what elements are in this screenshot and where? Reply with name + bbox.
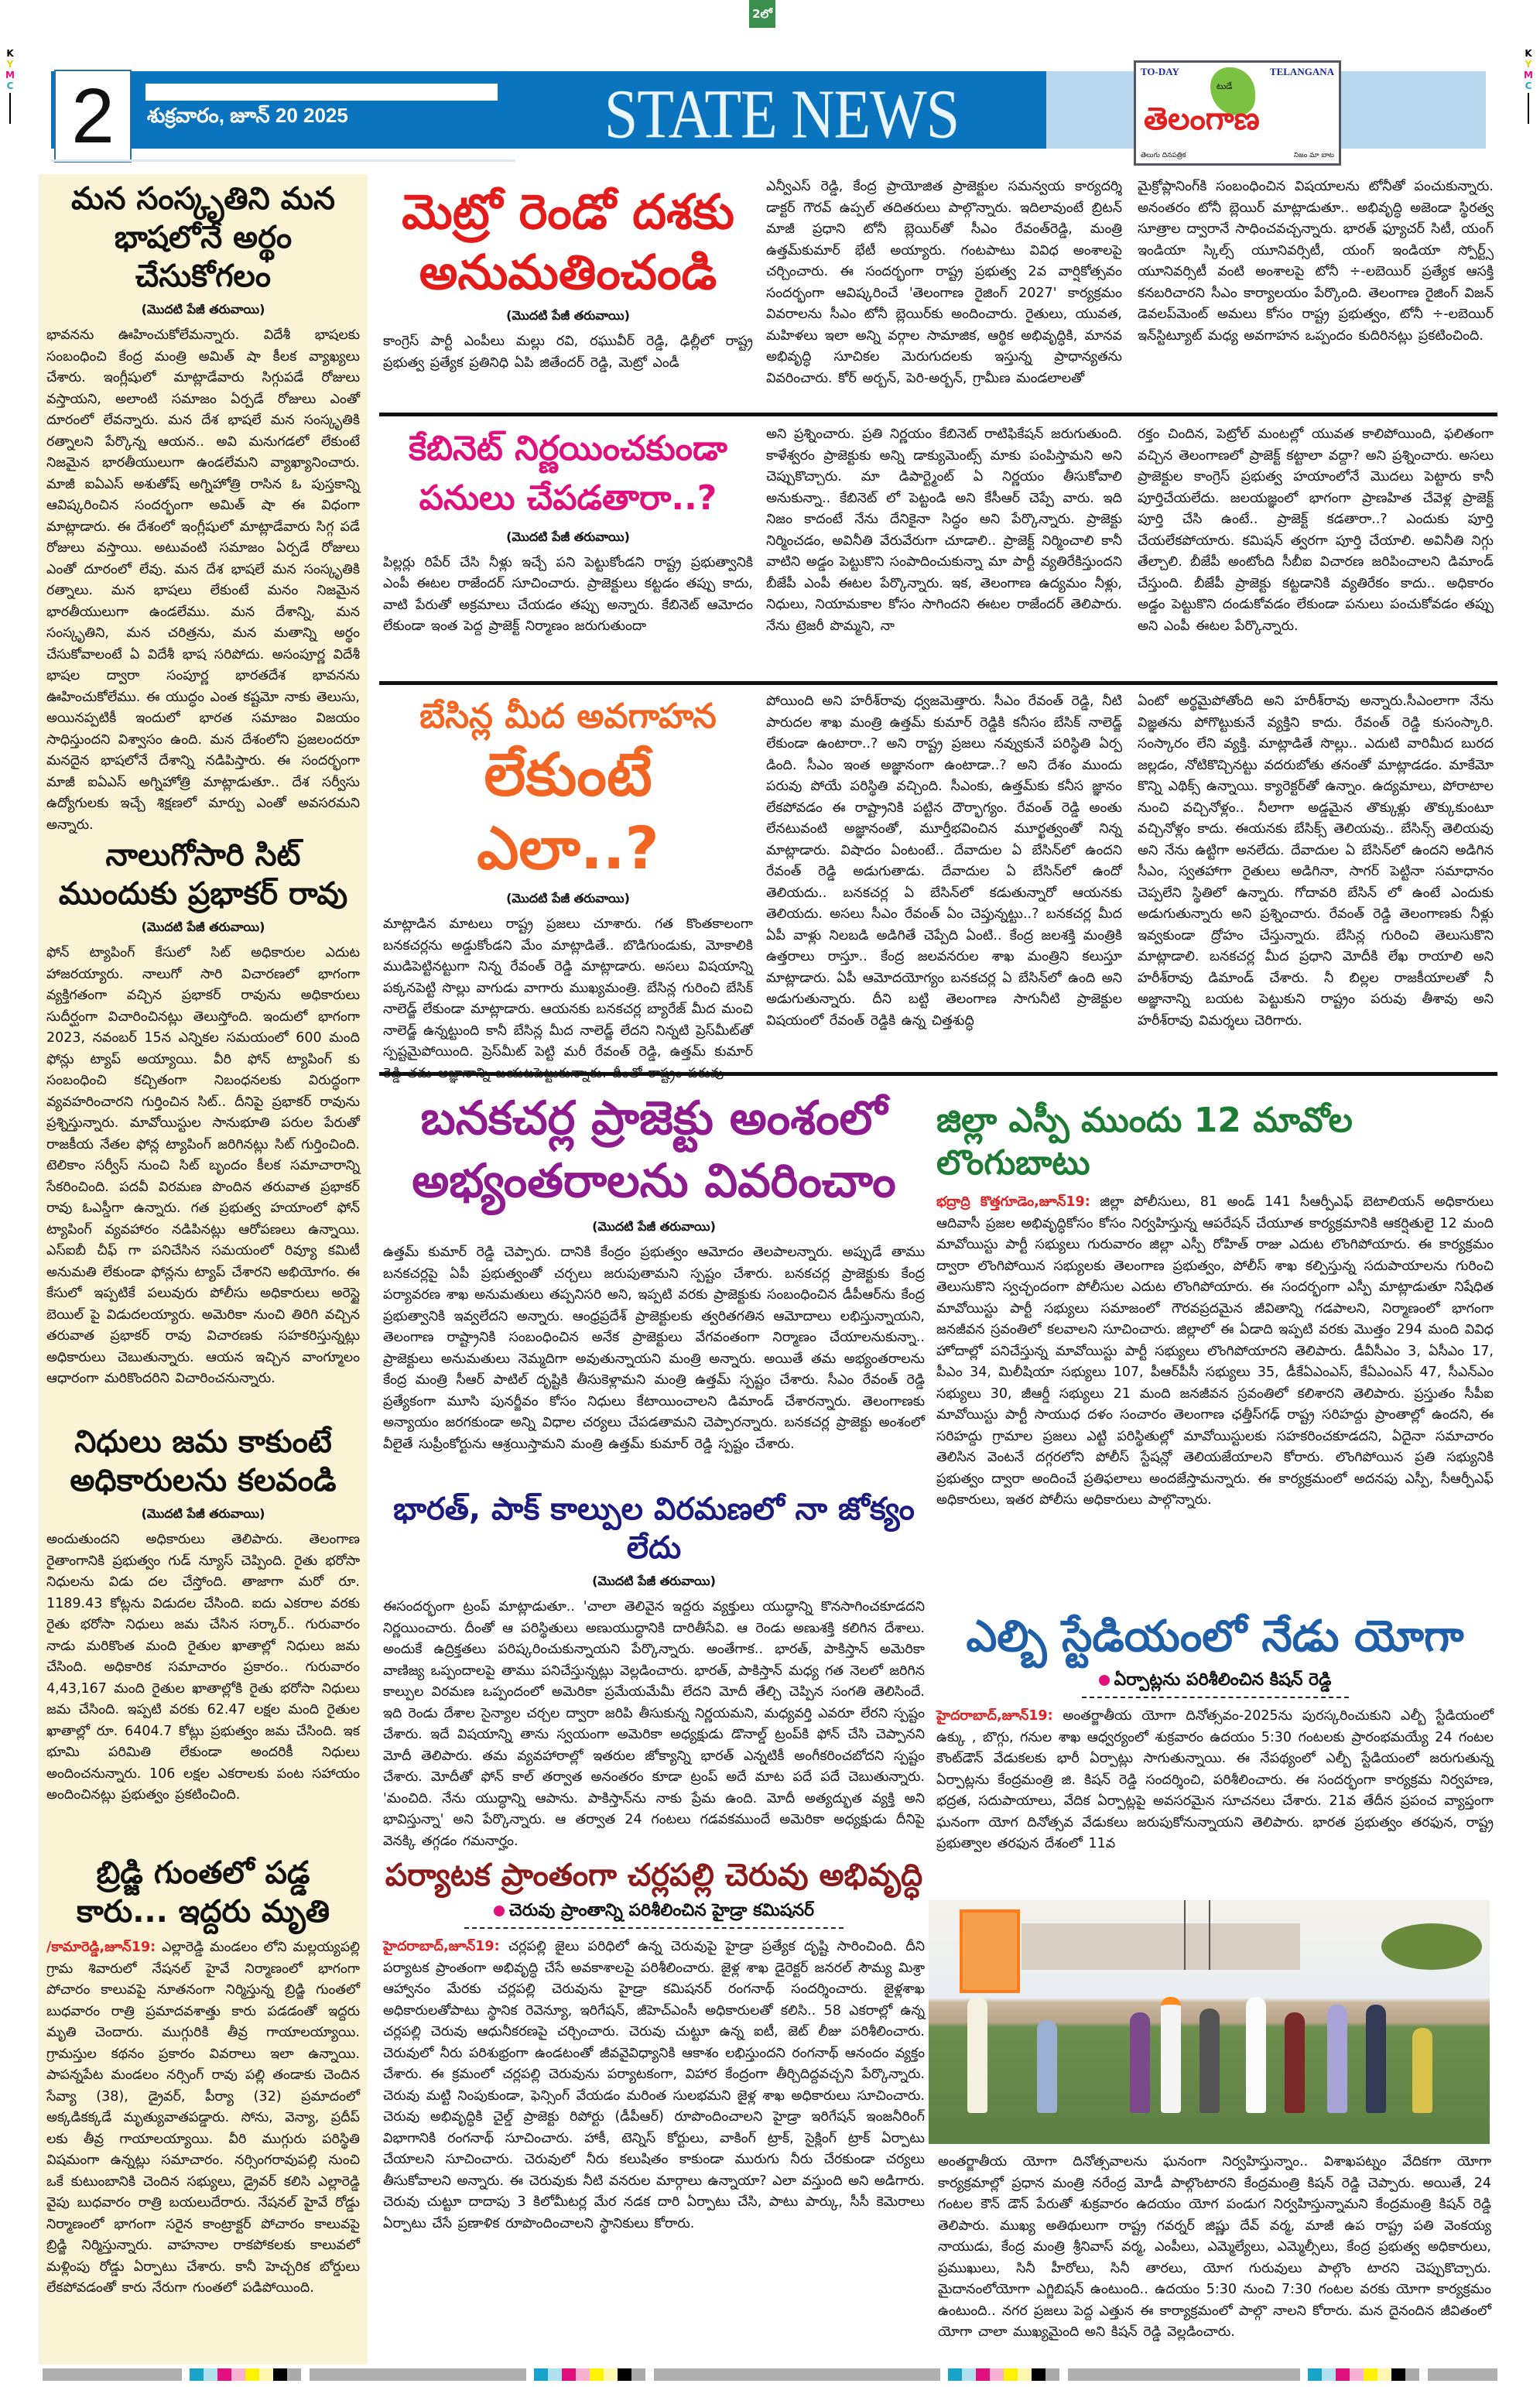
continued-label: (మొదటి పేజీ తరువాయి) xyxy=(592,1219,716,1234)
continued-label: (మొదటి పేజీ తరువాయి) xyxy=(141,302,265,317)
headline-cabinet-decision: కేబినెట్ నిర్ణయించకుండా పనులు చేపడతారా..? xyxy=(409,429,727,518)
subheadline: చెరువు ప్రాంతాన్ని పరిశీలించిన హైడ్రా కమిషనర్ xyxy=(383,1899,925,1923)
article-banakacherla xyxy=(383,1087,925,1484)
date-bar xyxy=(145,84,498,101)
dateline: భద్రాద్రి కొత్తగూడెం,జూన్19: xyxy=(936,1194,1090,1210)
headline-basin-line1: బేసిన్ల మీద అవగాహన xyxy=(419,697,717,736)
headline-culture-language: మన సంస్కృతిని మన భాషలోనే అర్థం చేసుకోగలం xyxy=(71,181,335,294)
continued-label: (మొదటి పేజీ తరువాయి) xyxy=(506,529,630,544)
article-basin xyxy=(383,695,753,1067)
article-bridge-accident xyxy=(46,1854,360,2361)
headline-lb-stadium-yoga: ఎల్బి స్టేడియంలో నేడు యోగా xyxy=(966,1611,1464,1662)
article-body: మాట్లాడిన మాటలు రాష్ట్ర ప్రజలు చూశారు. గత కొంతకాలంగా బనకచర్లను అడ్డుకోండని మేం మాట్లాడితే.. బొడిగుండుకు, మోకాలికి ముడిపెట్టినట్టుగా నిన్న రేవంత్ రెడ్డి మాట్లాడారు. అసలు విషయాన్ని పక్కనపెట్టి సొల్లు వాగుడు వాగారు ముఖ్యమంత్రి. బేసిన్ల గురించి బేసిక్ నాలెడ్జ్ లేకుండా మాట్లాడారు. ఆయనకు బనకచర్ల బ్యారేజ్ మీద మంచి నాలెడ్జ్ ఉన్నట్టుంది కానీ బేసిన్ల మీద నాలెడ్జ్ లేదని నిన్నటి ప్రెస్‌మీట్‌తో స్పష్టమైపోయింది. ప్రెస్‌మీట్ పెట్టి మరీ రేవంత్ రెడ్డి, ఉత్తమ్ కుమార్ xyxy=(383,916,753,1060)
article-body: హైదరాబాద్,జూన్19: చర్లపల్లి జైలు పరిధిలో ఉన్న చెరువుపై హైడ్రా ప్రత్యేక దృష్టి సారించింది. దీని పర్యాటక ప్రాంతంగా అభివృద్ధి చేసే అవకాశాలపై పరిశీలించారు. జైళ్ల శాఖ డైరెక్టర్ జనరల్ సౌమ్య మిశ్రా ఆహ్వానం మేరకు చర్లపల్లి చెరువును హైడ్రా కమిషనర్ రంగనాథ్ సందర్శించారు. జైళ్లశాఖ అధికారులతోపాటు స్థానిక రెవెన్యూ, ఇరిగేషన్, జీహెచ్ఎంసీ అధికారులతో కలిసి.. 58 ఎకరాల్లో ఉన్న చర్లపల్లి చెరువు ఆధునీకరణపై చర్చించారు. చెరువు చుట్టూ ఉన్న ఐటీ, జెట్ లీజు పరిశీలించారు. చెరువులో నీరు పరిశుభ్రంగా ఉండటంతో జీవవైవిధ్యానికి ఆకాశం లభిస్తుందని రంగనాథ్ ఆనందం వ్యక్తం చేశారు. ఈ క్రమంలో చర్లపల్లి చెరువును పర్యాటకంగా, విహార కేంద్రంగా తీర్చిదిద్దవచ్చని పేర్కొన్నారు. చెరువు మట్టి నింపుకుండా, ఫెన్సింగ్ వేయడం మరింత సులభమని జైళ్ల శాఖ అధికారులు సూచించారు. చెరువు అభివృద్ధికి చైల్డ్ ప్రాజెక్టు రిపోర్టు (డీపీఆర్) రూపొందించాలని హైడ్రా ఇరిగేషన్ ఇంజనీరింగ్ విభాగానికి రంగనాథ్ సూచించారు. హాకీ, టెన్నిస్ కోర్టులు, వాకింగ్ ట్రాక్, సైక్లింగ్ ట్రాక్ ఏర్పాటు చేయాలని సూచించారు. చెరువులో నీరు కలుషితం కాకుండా మురుగు నీరు చేరకుండా చర్యలు తీసుకోవాలని అన్నారు. ఈ చెరువుకు నీటి వనరుల మార్గాలు ఉన్నాయా? ఎలా వస్తుంది అని అడిగారు. చెరువు చుట్టూ దాదాపు 3 కిలోమీటర్ల మేర నడక దారి ఏర్పాటు చేసి, పాటు పార్కు, సీసీ కెమెరాలు ఏర్పాటు చేసే ప్రణాళిక రూపొందించాలని స్థానికులు కోరారు. xyxy=(383,1939,925,2231)
header-underline xyxy=(51,159,515,162)
article-body: హైదరాబాద్,జూన్19: అంతర్జాతీయ యోగా దినోత్సవం-2025ను పురస్కరించుకుని ఎల్బీ స్టేడియంలో ఉక్కు , బొగ్గు, గనుల శాఖ ఆధ్వర్యంలో శుక్రవారం ఉదయం 5:30 గంటలకు ప్రారంభమయ్యే 24 గంటల కౌంట్‌డౌన్ వేడుకలకు భారీ ఏర్పాట్లు సాగుతున్నాయి. ఈ నేపథ్యంలో ఎల్బీ స్టేడియంలో జరుగుతున్న ఏర్పాట్లను కేంద్రమంత్రి జి. కిషన్ రెడ్డి సందర్శించి, పరిశీలించారు. ఈ సందర్భంగా కార్యక్రమ నిర్వహణ, భద్రత, సదుపాయాలు, వేదిక ఏర్పాట్లపై అవసరమైన సూచనలు చేశారు. 21వ తేదీన ప్రపంచ వ్యాప్తంగా ఘనంగా యోగ దినోత్సవ వేడుకలు జరుపుకోనున్నాయని తెలిపారు. భారత ప్రభుత్వం తరఫున, రాష్ట్ర ప్రభుత్వాల తరఫున దేశంలో 11వ xyxy=(936,1708,1494,1851)
continued-label: (మొదటి పేజీ తరువాయి) xyxy=(141,1506,265,1521)
subheadline: ఏర్పాట్లను పరిశీలించిన కిషన్ రెడ్డి xyxy=(936,1669,1494,1692)
article-body: /కామారెడ్డి,జూన్19: ఎల్లారెడ్డి మండలం లోని మల్లయ్యపల్లి గ్రామ శివారులో నేషనల్ హైవే నిర్మాణంలో భాగంగా పోచారం కాలువపై నూతనంగా నిర్మిస్తున్న బ్రిడ్జి గుంతలో బుధవారం రాత్రి ప్రమాదవశాత్తు కారు పడడంతో ఇద్దరు మృతి చెందారు. ముగ్గురికి తీవ్ర గాయాలయ్యాయి. గ్రామస్తుల కథనం ప్రకారం వివరాలు ఇలా ఉన్నాయి. పాపన్నపేట మండలం నర్సింగ్ రావు పల్లి తండాకు చెందిన సేవ్యా (38), డ్రైవర్, పీర్యా (32) ప్రమాదంలో అక్కడికక్కడే మృత్యువాతపడ్డారు. సోను, వెన్యా, ప్రదీప్ లకు తీవ్ర గాయాలయ్యాయి. వీరి ముగ్గురు పరిస్థితి విషమంగా ఉన్నట్లు సమాచారం. నర్సింగరావుపల్లి నుంచి ఒకే కుటుంబానికి చెందిన సభ్యులు, డ్రైవర్ కలిసి ఎల్లారెడ్డి వైపు బుధవారం రాత్రి బయలుదేరారు. నేషనల్ హైవే రోడ్డు నిర్మాణంలో భాగంగా సరైన కాంట్రాక్టర్ పోచారం కాలువపై బ్రిడ్జి నిర్మిస్తున్నారు. వాహనాల రాకపోకలకు కాలువలో మళ్లింపు రోడ్డు ఏర్పాటు చేశారు. కానీ హెచ్చరిక బోర్డులు లేకపోవడంతో కారు నేరుగా గుంతలో పడిపోయింది. xyxy=(46,1940,360,2296)
cmyk-registration-mark-right: K Y M C xyxy=(1523,48,1534,124)
headline-bridge-accident: బ్రిడ్జి గుంతలో పడ్డ కారు... ఇద్దరు మృతి xyxy=(76,1855,330,1930)
article-body: పిల్లర్లు రిపేర్ చేసి నీళ్లు ఇచ్చే పని పెట్టుకోండని రాష్ట్ర ప్రభుత్వానికి ఎంపీ ఈటల రాజేందర్ సూచించారు. ప్రాజెక్టులు కట్టడం తప్పు కాదు, వాటి పేరుతో అక్రమాలు చేయడం తప్పు అన్నారు. కేబినెట్ ఆమోదం లేకుండా ఇంత పెద్ద ప్రాజెక్ట్ నిర్మాణం జరుగుతుందా xyxy=(383,554,753,635)
article-body: భద్రాద్రి కొత్తగూడెం,జూన్19: జిల్లా పోలీసులు, 81 అండ్ 141 సీఆర్పీఎఫ్ బెటాలియన్ అధికారులు ఆదివాసీ ప్రజల అభివృద్ధికోసం కోసం నిర్వహిస్తున్న ఆపరేషన్ చేయూత కార్యక్రమానికి ఆకర్షితులై 12 మంది మావోయిస్టు పార్టీ సభ్యులు గురువారం జిల్లా ఎస్పీ రోహిత్ రాజు ఎదుట లొంగిపోయారు. ఈ కార్యక్రమం ద్వారా లొంగిపోయిన సభ్యులకు తెలంగాణ ప్రభుత్వం, పోలీస్ శాఖ కల్పిస్తున్న సదుపాయాలను గురించి తెలుసుకొని స్వచ్ఛందంగా పోలీసుల ఎదుట లొంగిపోయారు. ఈ సందర్భంగా ఎస్పీ మాట్లాడుతూ నిషేధిత మావోయిస్టు పార్టీ సభ్యులు సమాజంలో గౌరవప్రదమైన జీవితాన్ని గడపాలని, నిర్మాణంలో భాగంగా జనజీవన స్రవంతిలో కలవాలని సూచించారు. జిల్లాలో ఈ ఏడాది ఇప్పటి వరకు మొత్తం 294 మంది వివిధ హోదాల్లో పనిచేస్తున్న మావోయిస్టు పార్టీ సభ్యులు లొంగిపోయారని తెలిపారు. డీవీసీఎం 3, ఏసీఎం 17, పీఎం 34, మిలీషియా సభ్యులు 107, పీఆర్‌పీసీ సభ్యులు 35, డీకేఏఎంఎస్, కేఏఎంఎస్ 47, సీఎన్ఎం సభ్యులు 30, జీఆర్డీ సభ్యులు 21 మంది జనజీవన స్రవంతిలో కలిశారని తెలిపారు. ప్రస్తుతం సీపీఐ మావోయిస్టు పార్టీ సాయుధ దళం సంచారం తెలంగాణ ఛత్తీస్‌గఢ్ రాష్ట్ర సరిహద్దు ప్రాంతాల్లో ఉందని, ఈ సరిహద్దు గ్రామాల ప్రజలు ఎట్టి పరిస్థితుల్లో మావోయిస్టులకు సహకరించకూడదని, ఏదైనా సమాచారం తెలిసిన వెంటనే దగ్గరలోని పోలీస్ స్టేషన్లో తెలియజేయాలని కోరారు. లొంగిపోయిన ప్రతి సభ్యునికి ప్రభుత్వం ద్వారా అందించే ప్రతిఫలాలు అందజేస్తామన్నారు. ఈ కార్యక్రమంలో అదనపు ఎస్పీ, సీఆర్పీఎఫ్ అధికారులు, ఇతర పోలీసు అధికారులు పాల్గొన్నారు. xyxy=(936,1194,1494,1508)
article-body: ఫోన్ ట్యాపింగ్ కేసులో సిట్ అధికారుల ఎదుట హాజరయ్యారు. నాలుగో సారి విచారణలో భాగంగా వ్యక్తిగతంగా వచ్చిన ప్రభాకర్ రావును అధికారులు సుదీర్ఘంగా విచారించినట్లు తెలుస్తోంది. ఇందులో భాగంగా 2023, నవంబర్ 15న ఎన్నికల సమయంలో 600 మంది ఫోన్లు ట్యాప్ అయ్యాయి. వీరి ఫోన్ ట్యాపింగ్ కు సంబంధించి కచ్చితంగా నిబంధనలకు విరుద్ధంగా వ్యవహరించారని గుర్తించిన సిట్.. దీనిపై ప్రభాకర్ రావును ప్రశ్నిస్తున్నారు. మావోయిస్టుల సానుభూతి పరుల పేరుతో రాజకీయ నేతల ఫోన్ల ట్యాపింగ్ జరిగినట్లు సిట్ గుర్తించింది. టెలికాం సర్వీస్ నుంచి సిట్ బృందం కీలక సమాచారాన్ని సేకరించింది. పదవీ విరమణ పొందిన తరువాత ప్రభాకర్ రావు ఓఎస్డీగా ఉన్నారు. గత ప్రభుత్వ హయాంలో ఫోన్ ట్యాపింగ్ వ్యవహారం నడిపినట్లు ఆరోపణలు ఉన్నాయి. ఎస్ఐబీ చీఫ్ గా పనిచేసిన సమయంలో రివ్యూ కమిటీ అనుమతి లేకుండా ఫోన్లను ట్యాప్ చేశారని అభియోగం. ఈ కేసులో ఇప్పటికే పలువురు పోలీసు అధికారులు అరెస్టై బెయిల్ పై విడుదలయ్యారు. అమెరికా నుంచి తిరిగి వచ్చిన తరువాత ప్రభాకర్ రావు విచారణకు సహకరిస్తున్నట్లు అధికారులు చెబుతున్నారు. ఆయన ఇచ్చిన వాంగ్మూలం ఆధారంగా మరికొందరిని విచారించనున్నారు. xyxy=(46,945,360,1386)
article-metro xyxy=(383,182,753,408)
print-color-bar xyxy=(43,2368,1497,2381)
article-body-col2: ఎన్వీఎస్ రెడ్డి, కేంద్ర ప్రాయోజిత ప్రాజెక్టుల సమన్వయ కార్యదర్శి డాక్టర్ గౌరవ్ ఉప్పల్ తదితరులు పాల్గొన్నారు. ఇదిలావుంటే బ్రిటన్ మాజీ ప్రధాని టోనీ బ్లెయిర్‌తో సీఎం రేవంత్‌రెడ్డి, మంత్రి ఉత్తమ్‌కుమార్ భేటీ అయ్యారు. గంటపాటు వివిధ అంశాలపై చర్చించారు. ఈ సందర్భంగా రాష్ట్ర ప్రభుత్వ 2వ వార్షికోత్సవం సందర్భంగా ఆవిష్కరించే 'తెలంగాణ రైజింగ్ 2027' కార్యక్రమం వివరాలను సీఎం టోనీ బ్లెయిర్‌కు అందించారు. రైతులు, యువత, మహిళలు ఇలా అన్ని వర్గాల సామాజిక, ఆర్థిక అభివృద్ధికి, మానవ అభివృద్ధి సూచికల మెరుగుదలకు ఇస్తున్న ప్రాధాన్యతను వివరించారు. కోర్ అర్బన్, పెరి-అర్బన్, గ్రామీణ మండలాలతో xyxy=(766,179,1122,386)
headline-ceasefire: భారత్, పాక్ కాల్పుల విరమణలో నా జోక్యం లేదు xyxy=(393,1491,915,1566)
section-title: STATE NEWS xyxy=(604,75,960,153)
article-ceasefire xyxy=(383,1490,925,1850)
headline-metro-phase-two: మెట్రో రెండో దశకు అనుమతించండి xyxy=(402,183,734,300)
yoga-venue-photo xyxy=(929,1900,1490,2144)
headline-funds-deposit: నిధులు జమ కాకుంటే అధికారులను కలవండి xyxy=(70,1424,337,1498)
section-divider xyxy=(379,413,1497,416)
headline-banakacherla: బనకచర్ల ప్రాజెక్టు అంశంలో అభ్యంతరాలను వివరించాం xyxy=(412,1091,896,1208)
article-body-col3: రక్తం చిందిన, పెట్రోల్ మంటల్లో యువత కాలిపోయింది, ఫలితంగా వచ్చిన తెలంగాణలో ప్రాజెక్ట్ కట్టాలా వద్దా? అని ప్రశ్నించారు. అసలు ప్రాజెక్టుల కాంగ్రెస్ ప్రభుత్వ హయాంలోనే మొదలు పెట్టారు కానీ పూర్తిచేయలేదు. జలయజ్ఞంలో భాగంగా ప్రాణహిత చేవెళ్ల ప్రాజెక్ట్ పూర్తి చేసి ఉంటే.. ప్రాజెక్ట్ కడతారా..? ఎందుకు పూర్తి చేయలేకపోయారు. కమిషన్ త్వరగా పూర్తి చేయాలి. అవినీతి నిగ్గు తేల్చాలి. బీజేపీ అంటోంది సీబీఐ విచారణ జరిపించాలని డిమాండ్ చేస్తుంది. బీజేపీ ప్రాజెక్టు కట్టడానికి వ్యతిరేకం కాదు.. అధికారం అడ్డం పెట్టుకొని దండుకోవడం లేకుండా పనులు పంచుకోవడం తప్పు అని ఎంపీ ఈటల పేర్కొన్నారు. xyxy=(1138,426,1494,634)
article-body-col3: ఏంటో అర్థమైపోతోంది అని హరీశ్‌రావు అన్నారు.సీఎంలాగా నేను విజ్ఞతను పోగొట్టుకునే వ్యక్తిని కాదు. రేవంత్ రెడ్డి కుసంస్కారి. సంస్కారం లేని వ్యక్తి. మాట్లాడితే సొల్లు.. ఎదుటి వారిమీద బురద జల్లడం, నోటికొచ్చినట్టు వదరుబోతు తనంతో మాట్లాడడం. మాకేమో కొన్ని ఎథిక్స్ ఉన్నాయి. క్యారెక్టర్‌తో ఉన్నాం. ఉద్యమాలు, పోరాటాల నుంచి వచ్చినోళ్లం.. నీలాగా అడ్డమైన తొక్కుళ్లు తొక్కుకుంటూ వచ్చినోళ్లం కాదు. ఈయనకు బేసిక్స్ తెలియవు.. బేసిన్స్ తెలియవు అని నేను ఉట్టిగా అనలేదు. దేవాదుల ఏ బేసిన్‌లో ఉందని అడిగిన సీఎం, స్వతహాగా రైతులు అడిగినా, సాగర్ పెట్టినా సమాధానం చెప్పలేని స్థితిలో ఉన్నారు. గోదావరి బేసిన్ లో ఉంటే ఎందుకు అడుగుతున్నారు అని ప్రశ్నించారు. రేవంత్ రెడ్డి తెలంగాణకు నీళ్లు ఇవ్వకుండా ద్రోహం చేస్తున్నారు. బేసిన్ల గురించి తెలుసుకొని మాట్లాడాలి. బనకచర్ల మీద ప్రధాని మోదీకి లేఖ రాయాలి అని హరీశ్‌రావు డిమాండ్ చేశారు. నీ బిల్లల రాజకీయాలతో నీ అజ్ఞానాన్ని బయట పెట్టుకుని రాష్ట్రం పరువు తీశావు అని హరీశ్‌రావు విమర్శలు చెరిగారు. xyxy=(1138,693,1494,1029)
article-body-col3: మైక్రోప్లానింగ్‌కి సంబంధించిన విషయాలను టోనీతో పంచుకున్నారు. అనంతరం టోనీ బ్లెయిర్ మాట్లాడుతూ.. అభివృద్ధి అజెండా స్థిరత్వ సూత్రాల ద్వారానే సాధించవచ్చన్నారు. భారత్ ఫ్యూచర్ సిటీ, యంగ్ ఇండియా స్కిల్స్ యూనివర్సిటీ, యంగ్ ఇండియా స్పోర్ట్స్ యూనివర్సిటీ వంటి అంశాలపై టోనీ ÷-లబెయిర్ ప్రత్యేక ఆసక్తి కనబరిచారని సీఎం కార్యాలయం పేర్కొంది. తెలంగాణ రైజింగ్ విజన్ డెవలప్‌మెంట్ అమలు కోసం రాష్ట్ర ప్రభుత్వం, టోనీ ÷-లబెయిర్ ఇన్‌స్టిట్యూట్ మధ్య అవగాహన ఒప్పందం కుదిరినట్లు ప్రకటించింది. xyxy=(1138,179,1494,344)
continued-label: (మొదటి పేజీ తరువాయి) xyxy=(506,891,630,906)
article-body: ఈసందర్భంగా ట్రంప్ మాట్లాడుతూ.. 'చాలా తెలివైన ఇద్దరు వ్యక్తులు యుద్ధాన్ని కొనసాగించకూడదని నిర్ణయించారు. దీంతో ఆ పరిస్థితులు అణుయుద్ధానికి దారితీసేవి. ఆ రెండు అణుశక్తి కలిగిన దేశాలు. అందుకే ఉద్రిక్తతలు పరిష్కరించుకున్నాయని పేర్కొన్నారు. అంతేగాక.. భారత్, పాకిస్తాన్ అమెరికా వాణిజ్య ఒప్పందాలపై తాము పనిచేస్తున్నట్లు వెల్లడించారు. భారత్, పాకిస్తాన్ మధ్య గత నెలలో జరిగిన కాల్పుల విరమణ ఒప్పందంలో అమెరికా ప్రమేయమేమీ లేదని మోదీ తేల్చి చెప్పిన సంగతి తెలిసిందే. ఇది రెండు దేశాల సైన్యాల చర్చల ద్వారా జరిపి తీసుకున్న నిర్ణయమని, మధ్యవర్తి ఎవరూ లేరని స్పష్టం చేశారు. ఇదే విషయాన్ని తాను స్వయంగా అమెరికా అధ్యక్షుడు డొనాల్డ్ ట్రంప్‌కి ఫోన్ చేసి చెప్పానని మోదీ తెలిపారు. తమ వ్యవహారాల్లో ఇతరుల జోక్యాన్ని భారత్ ఎన్నటికీ అంగీకరించబోదని స్పష్టం చేశారు. మోదీతో ఫోన్ కాల్ తర్వాత అనంతరం కూడా ట్రంప్ అదే మాట పదే పదే చెబుతున్నారు. 'మంచిది. నేను యుద్ధాన్ని ఆపాను. పాకిస్తాన్‌ను నాకు ప్రేమ ఉంది. మోదీ అత్యద్భుత వ్యక్తి అని భావిస్తున్నా' అని పేర్కొన్నారు. ఆ తర్వాత 24 గంటలు గడవకముందే అమెరికా అధ్యక్షుడు దీనిపై వెనక్కి తగ్గడం గమనార్హం. xyxy=(383,1599,925,1849)
dateline: /కామారెడ్డి,జూన్19: xyxy=(46,1940,156,1955)
page-badge: 2లో xyxy=(749,0,775,28)
article-maoists-surrender xyxy=(936,1099,1494,1602)
article-body-col2: పోయింది అని హరీశ్‌రావు ధ్వజమెత్తారు. సీఎం రేవంత్ రెడ్డి, నీటి పారుదల శాఖ మంత్రి ఉత్తమ్ కుమార్ రెడ్డికి కనీసం బేసిక్ నాలెడ్జ్ లేకుండా ఉంటారా..? అని రాష్ట్ర ప్రజలు నవ్వుకునే పరిస్థితి ఏర్ప డింది. సీఎం ఇంత అజ్ఞానంగా ఉంటాడా..? అని దేశం ముందు పరువు పోయే పరిస్థితి వచ్చింది. సీఎంకు, ఉత్తమ్‌కు కనీస జ్ఞానం లేకపోవడం ఈ రాష్ట్రానికి పట్టిన దౌర్భాగ్యం. రేవంత్ రెడ్డి అంతు లేనటువంటి అజ్ఞానంతో, మూర్తీభవించిన మూర్ఖత్వంతో నిన్న మాట్లాడారు. విషాదం ఏంటంటే.. దేవాదుల ఏ బేసిన్‌లో ఉందని రేవంత్ రెడ్డి అడుగుతాడు. దేవాదుల ఏ బేసిన్‌లో ఉందో తెలియదు.. బనకచర్ల ఏ బేసిన్‌లో కడుతున్నారో ఆయనకు తెలియదు. అసలు సీఎం రేవంత్ ఏం చెప్తున్నట్టు..? బనకచర్ల మీద ఏపీ వాళ్లు నిలబడి అడిగితే చెప్పేది ఏంటి.. కేంద్ర జలశక్తి మంత్రికి ఉత్తరాలు రాస్తూ.. కేంద్ర జలవనరుల శాఖ మంత్రిని కలుస్తూ మాట్లాడారు. ఏపీ ఆమోదయోగ్యం బనకచర్ల ఏ బేసిన్‌లో ఉంది అని అడుగుతున్నారు. దీని బట్టి తెలంగాణ సాగునీటి ప్రాజెక్టుల విషయంలో రేవంత్ రెడ్డికి ఉన్న చిత్తశుద్ధి xyxy=(766,693,1122,1029)
article-body: ఉత్తమ్ కుమార్ రెడ్డి చెప్పారు. దానికి కేంద్రం ప్రభుత్వం ఆమోదం తెలపాలన్నారు. అప్పుడే తాము బనకచర్లపై ఏపీ ప్రభుత్వంతో చర్చలు జరుపుతామని స్పష్టం చేశారు. బనకచర్ల ప్రాజెక్టుకు కేంద్ర పర్యావరణ శాఖ అనుమతులు తప్పనిసరి అని, ఇప్పటి వరకు ప్రాజెక్టుకు సంబంధించిన డీపీఆర్‌ను కేంద్ర ప్రభుత్వానికి ఇవ్వలేదని అన్నారు. ఆంధ్రప్రదేశ్ ప్రాజెక్టులకు త్వరితగతిన ఆమోదాలు లభిస్తున్నాయని, తెలంగాణ రాష్ట్రానికి సంబంధించిన అనేక ప్రాజెక్టులు వేగవంతంగా నిర్మాణం చేయాలనుకున్నా.. ప్రాజెక్టులు అనుమతులు నెమ్మదిగా అవుతున్నాయని మంత్రి అన్నారు. అయితే తమ అభ్యంతరాలను కేంద్ర మంత్రి సీఆర్ పాటిల్ దృష్టికి తీసుకెళ్లామని మంత్రి ఉత్తమ్ స్పష్టం చేశారు. సీఎం రేవంత్ రెడ్డి ప్రత్యేకంగా మూసి పునర్జీవం కోసం నిధులు కేటాయించాలని డిమాండ్ చేశారన్నారు. తెలంగాణకు అన్యాయం జరగకుండా అన్ని విధాల చర్యలు చేపడతామని చెప్పారన్నారు. బనకచర్ల ప్రాజెక్టు అంశంలో వీలైతే సుప్రీంకోర్టును ఆశ్రయిస్తామని మంత్రి ఉత్తమ్ కుమార్ రెడ్డి స్పష్టం చేశారు. xyxy=(383,1245,925,1452)
article-prabhakar-rao xyxy=(46,836,360,1413)
continued-label: (మొదటి పేజీ తరువాయి) xyxy=(506,308,630,323)
section-divider xyxy=(379,681,1497,685)
headline-charlapalli-lake: పర్యాటక ప్రాంతంగా చర్లపల్లి చెరువు అభివృద్ధి xyxy=(385,1858,923,1893)
bullet-icon xyxy=(494,1906,505,1916)
newspaper-logo: TO-DAY TELANGANA టుడే తెలంగాణ తెలుగు దినపత్రిక నిజం మా బాట xyxy=(1134,60,1341,166)
article-charlapalli-lake xyxy=(383,1856,925,2361)
continued-label: (మొదటి పేజీ తరువాయి) xyxy=(592,1574,716,1588)
section-divider xyxy=(379,1072,1497,1076)
cmyk-registration-mark-left: K Y M C xyxy=(5,48,15,124)
article-body: అంతర్జాతీయ యోగా దినోత్సవాలను ఘనంగా నిర్వహిస్తున్నాం.. విశాఖపట్నం వేదికగా యోగా కార్యక్రమాల్లో ప్రధాన మంత్రి నరేంద్ర మోడీ పాల్గొంటారని కేంద్రమంత్రి కిషన్ రెడ్డి చెప్పారు. అయితే, 24 గంటల కౌన్ డౌన్ పేరుతో శుక్రవారం ఉదయం యోగ పండుగ నిర్వహిస్తున్నామని కేంద్రమంత్రి కిషన్ రెడ్డి తెలిపారు. ముఖ్య అతిథులుగా రాష్ట్ర గవర్నర్ జిష్ణు దేవ్ వర్మ, మాజీ ఉప రాష్ట్ర పతి వెంకయ్య నాయుడు, కేంద్ర మంత్రి శ్రీనివాస్ వర్మ, ఎంపీలు, ఎమ్మెల్యేలు, ఎమ్మెల్సీలు, కేంద్ర ప్రభుత్వ అధికారులు, ప్రముఖులు, సినీ హీరోలు, సినీ తారలు, యోగ గురువులు పాల్గొం టారని చెప్పుకొచ్చారు. మైదానంలోయోగా ఎగ్జిబిషన్ ఉంటుంది.. ఉదయం 5:30 నుంచి 7:30 గంటల వరకు యోగా కార్యక్రమం ఉంటుంది.. నగర ప్రజలు పెద్ద ఎత్తున ఈ కార్యాక్రమంలో పాల్గొ నాలని కోరారు. మన దైనందిన జీవితంలో యోగా చాలా ముఖ్యమైంది అని కిషన్ రెడ్డి వెల్లడించారు. xyxy=(938,2154,1491,2340)
article-lb-stadium-yoga xyxy=(936,1610,1494,1892)
article-culture-language xyxy=(46,180,360,833)
article-body: కాంగ్రెస్ పార్టీ ఎంపీలు మల్లు రవి, రఘువీర్ రెడ్డి, ఢిల్లీలో రాష్ట్ర ప్రభుత్వ ప్రత్యేక ప్రతినిధి ఏపి జితేందర్ రెడ్డి, మెట్రో ఎండీ xyxy=(383,334,753,371)
continued-label: (మొదటి పేజీ తరువాయి) xyxy=(141,920,265,934)
page-number: 2 xyxy=(54,70,132,163)
headline-basin-line2: లేకుంటే ఎలా..? xyxy=(477,740,659,882)
article-body: భావనను ఊహించుకోలేమన్నారు. విదేశీ భాషలకు సంబంధించి కేంద్ర మంత్రి అమిత్ షా కీలక వ్యాఖ్యలు చేశారు. ఇంగ్లీషులో మాట్లాడేవారు సిగ్గుపడే రోజులు వస్తాయని, అలాంటి సమాజం ఏర్పడే రోజులు ఎంతో దూరంలో లేవన్నారు. మన దేశ భాషలే మన సంస్కృతికి రత్నాలని పేర్కొన్న ఆయన.. అవి మనుగడలో లేకుంటే నిజమైన భారతీయులుగా ఉండలేమని వ్యాఖ్యానించారు. మాజీ ఐఏఎస్ అశుతోష్ అగ్నిహోత్రి రాసిన ఓ పుస్తకాన్ని ఆవిష్కరించిన సందర్భంగా అమిత్ షా ఈ విధంగా మాట్లాడారు. ఈ దేశంలో ఇంగ్లీషులో మాట్లాడేవారు సిగ్గ పడే రోజులు వస్తాయి. అటువంటి సమాజం ఏర్పడే రోజులు ఎంతో దూరంలో లేవు. మన దేశ భాషలే మన సంస్కృతికి రత్నాలు. మన భాషలు లేకుంటే మనం నిజమైన భారతీయులుగా ఉండలేము. మన దేశాన్ని, మన సంస్కృతిని, మన చరిత్రను, మన మతాన్ని అర్థం చేసుకోవాలంటే ఏ విదేశీ భాష సరిపోదు. అసంపూర్ణ విదేశీ భాషల ద్వారా సంపూర్ణ భారతదేశ భావనను ఊహించుకోలేము. ఈ యుద్ధం ఎంత కష్టమో నాకు తెలుసు, అయినప్పటికీ ఇందులో భారత సమాజం విజయం సాధిస్తుందని విశ్వాసం ఉంది. మన దేశంలోని ప్రజలందరూ మనదైన భాషలోనే దేశాన్ని నడిపిస్తారు. ఈ సందర్భంగా మాజీ ఐఏఎస్ అగ్నిహోత్రి మాట్లాడుతూ.. దేశ సర్వీసు ఉద్యోగులకు ఇచ్చే శిక్షణలో మార్పు ఎంతో అవసరమని అన్నారు. xyxy=(46,327,360,833)
article-body-col2: అని ప్రశ్నించారు. ప్రతి నిర్ణయం కేబినెట్ రాటిఫికేషన్ జరుగుతుంది. కాళేశ్వరం ప్రాజెక్టుకు అన్ని డాక్యుమెంట్స్ మాకు పంపిస్తామని అని చెప్పుకొచ్చారు. మా డిపార్ట్మెంట్ ఏ నిర్ణయం తీసుకోవాలి అనుకున్నా.. కేబినెట్ లో పెట్టండి అని కేసీఆర్ చెప్పే వారు. ఇది నిజం కాదంటే నేను దేనికైనా సిద్ధం అని పేర్కొన్నారు. ప్రాజెక్టు నిర్మించడం, అవినీతి వేరువేరుగా చూడాలి.. ప్రాజెక్ట్ నిర్మించాలి కానీ వాటిని అడ్డం పెట్టుకొని సంపాదించుకున్నా మా పార్టీ వ్యతిరేకిస్తుందని బీజేపీ ఎంపీ ఈటల పేర్కొన్నారు. ఇక, తెలంగాణ ఉద్యమం నీళ్లు, నిధులు, నియామకాల కోసం సాగిందని ఈటల రాజేందర్ తెలిపారు. నేను ట్రెజరీ పొమ్మని, నా xyxy=(766,426,1122,634)
article-cabinet xyxy=(383,424,753,678)
article-funds-deposit xyxy=(46,1423,360,1841)
headline-maoists-surrender: జిల్లా ఎస్పీ ముందు 12 మావోల లొంగుబాటు xyxy=(936,1101,1353,1183)
dashed-divider xyxy=(464,1927,844,1929)
dashed-divider xyxy=(1082,1697,1349,1698)
headline-prabhakar-rao: నాలుగోసారి సిట్ ముందుకు ప్రభాకర్ రావు xyxy=(58,837,348,912)
article-body: అందుతుందని అధికారులు తెలిపారు. తెలంగాణ రైతాంగానికి ప్రభుత్వం గుడ్ న్యూస్ చెప్పింది. రైతు భరోసా నిధులను విడు దల చేస్తోంది. తాజాగా మరో రూ. 1189.43 కోట్లను విడుదల చేసింది. ఐదు ఎకరాల వరకు రైతు భరోసా నిధులు జమ చేసిన సర్కార్.. గురువారం నాడు మరికొంత మంది రైతుల ఖాతాల్లో నిధులు జమ చేసింది. అధికారిక సమాచారం ప్రకారం.. గురువారం 4,43,167 మంది రైతుల ఖాతాల్లోకి రైతు భరోసా నిధులు జమ చేసింది. ఇప్పటి వరకు 62.47 లక్షల మంది రైతుల ఖాతాల్లో రూ. 6404.7 కోట్లు ప్రభుత్వం జమ చేసింది. ఇక భూమి పరిమితి లేకుండా అందరికీ నిధులు అందించనున్నారు. 106 లక్షల ఎకరాలకు పంట సహాయం అందించినట్లు ప్రభుత్వం ప్రకటించింది. xyxy=(46,1532,360,1803)
issue-date: శుక్రవారం, జూన్ 20 2025 xyxy=(147,104,348,127)
dateline: హైదరాబాద్,జూన్19: xyxy=(383,1939,500,1954)
bullet-icon xyxy=(1099,1675,1110,1686)
dateline: హైదరాబాద్,జూన్19: xyxy=(936,1708,1053,1724)
